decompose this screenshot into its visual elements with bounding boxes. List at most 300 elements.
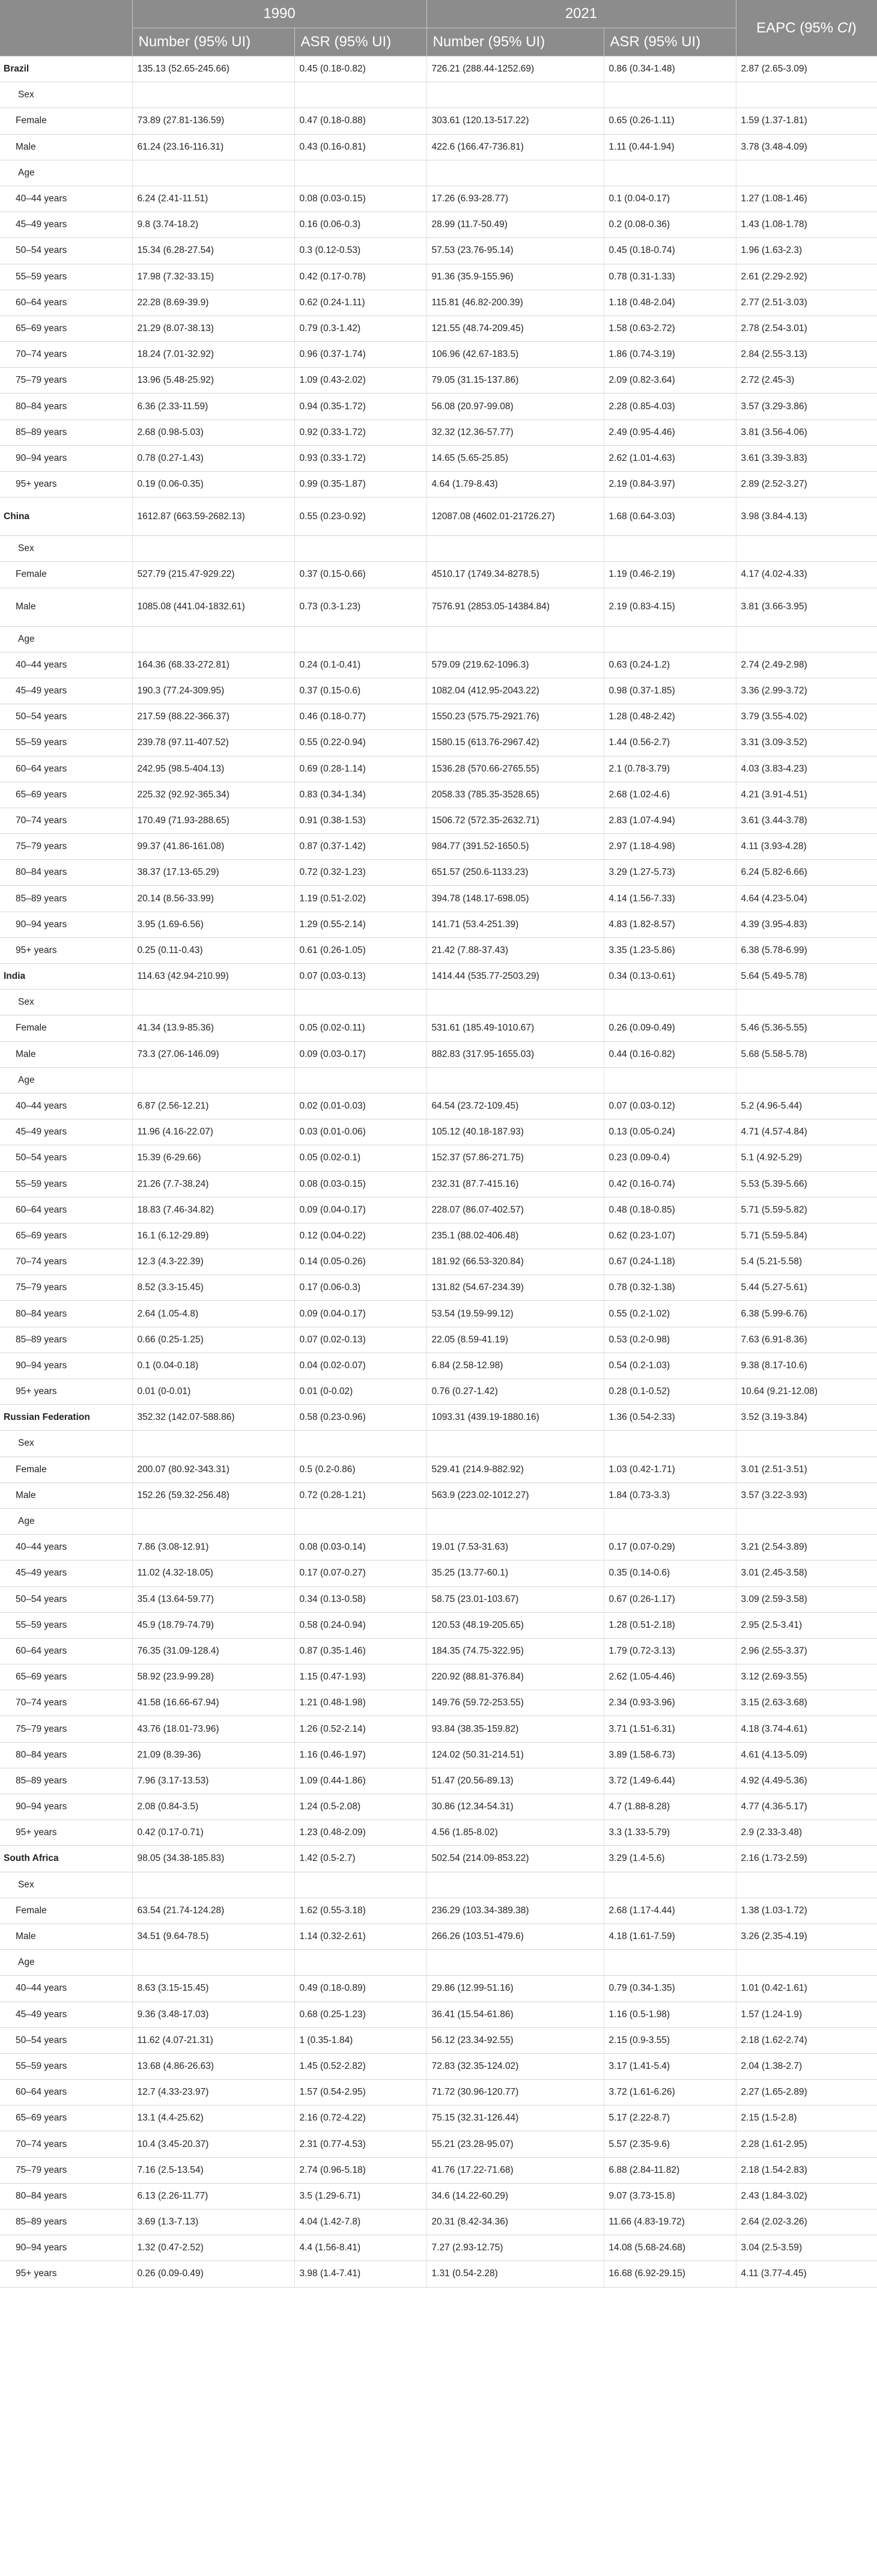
cell-a1990: 0.47 (0.18-0.88) <box>294 108 426 134</box>
empty-cell <box>604 1067 736 1093</box>
cell-eapc: 4.64 (4.23-5.04) <box>736 886 877 912</box>
cell-n2021: 6.84 (2.58-12.98) <box>426 1353 604 1378</box>
table-row <box>0 108 877 134</box>
row-label: 75–79 years <box>0 834 132 860</box>
cell-n1990: 98.05 (34.38-185.83) <box>132 1846 294 1872</box>
cell-a1990: 0.05 (0.02-0.11) <box>294 1015 426 1041</box>
cell-n1990: 527.79 (215.47-929.22) <box>132 562 294 588</box>
empty-cell <box>604 1508 736 1534</box>
section-row <box>0 160 877 186</box>
row-label: 45–49 years <box>0 678 132 704</box>
cell-a1990: 0.43 (0.16-0.81) <box>294 134 426 160</box>
cell-a1990: 0.92 (0.33-1.72) <box>294 419 426 445</box>
cell-a1990: 0.96 (0.37-1.74) <box>294 342 426 368</box>
table-row <box>0 1535 877 1561</box>
table-row <box>0 1301 877 1327</box>
empty-cell <box>604 990 736 1015</box>
row-label: 75–79 years <box>0 2157 132 2183</box>
cell-eapc: 1.01 (0.42-1.61) <box>736 1976 877 2002</box>
cell-eapc: 1.27 (1.08-1.46) <box>736 186 877 212</box>
cell-n2021: 36.41 (15.54-61.86) <box>426 2002 604 2027</box>
cell-n1990: 20.14 (8.56-33.99) <box>132 886 294 912</box>
row-label: 80–84 years <box>0 394 132 419</box>
section-row <box>0 536 877 562</box>
cell-n2021: 1580.15 (613.76-2967.42) <box>426 730 604 756</box>
cell-n2021: 181.92 (66.53-320.84) <box>426 1249 604 1275</box>
table-row <box>0 2261 877 2287</box>
cell-a1990: 1.24 (0.5-2.08) <box>294 1794 426 1820</box>
empty-cell <box>736 1508 877 1534</box>
cell-n1990: 10.4 (3.45-20.37) <box>132 2131 294 2157</box>
cell-n1990: 73.89 (27.81-136.59) <box>132 108 294 134</box>
cell-a2021: 11.66 (4.83-19.72) <box>604 2209 736 2235</box>
cell-eapc: 2.43 (1.84-3.02) <box>736 2183 877 2209</box>
cell-n2021: 4510.17 (1749.34-8278.5) <box>426 562 604 588</box>
cell-eapc: 2.28 (1.61-2.95) <box>736 2131 877 2157</box>
cell-a1990: 0.37 (0.15-0.6) <box>294 678 426 704</box>
cell-n1990: 11.02 (4.32-18.05) <box>132 1561 294 1586</box>
cell-n2021: 394.78 (148.17-698.05) <box>426 886 604 912</box>
cell-a1990: 0.07 (0.02-0.13) <box>294 1327 426 1353</box>
cell-eapc: 2.96 (2.55-3.37) <box>736 1638 877 1664</box>
row-label: 65–69 years <box>0 2106 132 2131</box>
table-row <box>0 1976 877 2002</box>
empty-cell <box>294 990 426 1015</box>
row-label: 45–49 years <box>0 1561 132 1586</box>
cell-n2021: 91.36 (35.9-155.96) <box>426 264 604 290</box>
cell-n2021: 56.08 (20.97-99.08) <box>426 394 604 419</box>
cell-n1990: 1085.08 (441.04-1832.61) <box>132 588 294 626</box>
cell-a2021: 2.15 (0.9-3.55) <box>604 2027 736 2053</box>
cell-n2021: 422.6 (166.47-736.81) <box>426 134 604 160</box>
country-name: Russian Federation <box>0 1405 132 1431</box>
cell-n1990: 18.83 (7.46-34.82) <box>132 1197 294 1223</box>
row-label: 70–74 years <box>0 808 132 833</box>
section-row <box>0 82 877 108</box>
row-label: 40–44 years <box>0 1976 132 2002</box>
row-label: 60–64 years <box>0 1638 132 1664</box>
cell-a2021: 2.34 (0.93-3.96) <box>604 1690 736 1716</box>
cell-eapc: 2.87 (2.65-3.09) <box>736 56 877 82</box>
cell-a2021: 1.58 (0.63-2.72) <box>604 315 736 341</box>
cell-n2021: 152.37 (57.86-271.75) <box>426 1145 604 1171</box>
cell-eapc: 3.61 (3.44-3.78) <box>736 808 877 833</box>
cell-a2021: 2.62 (1.01-4.63) <box>604 445 736 471</box>
cell-n1990: 225.32 (92.92-365.34) <box>132 782 294 808</box>
empty-cell <box>604 1950 736 1976</box>
row-label: 55–59 years <box>0 264 132 290</box>
cell-n2021: 17.26 (6.93-28.77) <box>426 186 604 212</box>
cell-eapc: 2.18 (1.54-2.83) <box>736 2157 877 2183</box>
cell-n2021: 235.1 (88.02-406.48) <box>426 1223 604 1249</box>
table-row <box>0 1275 877 1301</box>
cell-a1990: 1.15 (0.47-1.93) <box>294 1664 426 1690</box>
empty-cell <box>736 160 877 186</box>
row-label: Female <box>0 1898 132 1923</box>
table-row <box>0 1223 877 1249</box>
cell-a1990: 1.45 (0.52-2.82) <box>294 2053 426 2079</box>
header-year-1990: 1990 <box>132 0 426 28</box>
cell-eapc: 1.57 (1.24-1.9) <box>736 2002 877 2027</box>
cell-n2021: 35.25 (13.77-60.1) <box>426 1561 604 1586</box>
cell-a2021: 5.17 (2.22-8.7) <box>604 2106 736 2131</box>
row-label: 60–64 years <box>0 756 132 782</box>
row-label: 60–64 years <box>0 1197 132 1223</box>
empty-cell <box>294 1872 426 1898</box>
cell-n2021: 266.26 (103.51-479.6) <box>426 1923 604 1949</box>
table-row <box>0 445 877 471</box>
empty-cell <box>604 536 736 562</box>
cell-eapc: 2.64 (2.02-3.26) <box>736 2209 877 2235</box>
cell-a1990: 0.02 (0.01-0.03) <box>294 1093 426 1119</box>
cell-n2021: 651.57 (250.6-1133.23) <box>426 860 604 886</box>
cell-a1990: 0.93 (0.33-1.72) <box>294 445 426 471</box>
cell-n2021: 2058.33 (785.35-3528.65) <box>426 782 604 808</box>
cell-eapc: 3.09 (2.59-3.58) <box>736 1586 877 1612</box>
cell-a1990: 0.68 (0.25-1.23) <box>294 2002 426 2027</box>
cell-a1990: 2.16 (0.72-4.22) <box>294 2106 426 2131</box>
table-row <box>0 2157 877 2183</box>
table-row <box>0 2235 877 2261</box>
row-label: 75–79 years <box>0 1716 132 1742</box>
table-row <box>0 588 877 626</box>
cell-eapc: 3.78 (3.48-4.09) <box>736 134 877 160</box>
row-label: 55–59 years <box>0 2053 132 2079</box>
cell-eapc: 3.52 (3.19-3.84) <box>736 1405 877 1431</box>
cell-n2021: 303.61 (120.13-517.22) <box>426 108 604 134</box>
cell-a1990: 2.31 (0.77-4.53) <box>294 2131 426 2157</box>
table-row <box>0 2002 877 2027</box>
empty-cell <box>604 82 736 108</box>
cell-n1990: 15.34 (6.28-27.54) <box>132 238 294 264</box>
cell-n2021: 7.27 (2.93-12.75) <box>426 2235 604 2261</box>
cell-n1990: 13.68 (4.86-26.63) <box>132 2053 294 2079</box>
table-row <box>0 1716 877 1742</box>
cell-a1990: 3.5 (1.29-6.71) <box>294 2183 426 2209</box>
empty-cell <box>132 1431 294 1457</box>
cell-a2021: 3.3 (1.33-5.79) <box>604 1820 736 1846</box>
empty-cell <box>132 1872 294 1898</box>
cell-a2021: 2.97 (1.18-4.98) <box>604 834 736 860</box>
cell-n1990: 352.32 (142.07-588.86) <box>132 1405 294 1431</box>
row-label: 50–54 years <box>0 2027 132 2053</box>
section-label: Age <box>0 1950 132 1976</box>
cell-a1990: 1.29 (0.55-2.14) <box>294 912 426 937</box>
table-row <box>0 1171 877 1197</box>
row-label: 65–69 years <box>0 315 132 341</box>
cell-eapc: 3.79 (3.55-4.02) <box>736 704 877 730</box>
cell-eapc: 9.38 (8.17-10.6) <box>736 1353 877 1378</box>
cell-n1990: 21.26 (7.7-38.24) <box>132 1171 294 1197</box>
cell-a2021: 2.19 (0.84-3.97) <box>604 472 736 498</box>
row-label: 85–89 years <box>0 886 132 912</box>
cell-n1990: 2.68 (0.98-5.03) <box>132 419 294 445</box>
row-label: 80–84 years <box>0 2183 132 2209</box>
row-label: 85–89 years <box>0 419 132 445</box>
table-row <box>0 290 877 315</box>
table-row <box>0 1638 877 1664</box>
cell-a2021: 2.49 (0.95-4.46) <box>604 419 736 445</box>
cell-n2021: 105.12 (40.18-187.93) <box>426 1119 604 1145</box>
cell-n2021: 1082.04 (412.95-2043.22) <box>426 678 604 704</box>
cell-a1990: 0.05 (0.02-0.1) <box>294 1145 426 1171</box>
row-label: 95+ years <box>0 472 132 498</box>
table-row <box>0 315 877 341</box>
cell-a2021: 2.09 (0.82-3.64) <box>604 368 736 394</box>
cell-n2021: 106.96 (42.67-183.5) <box>426 342 604 368</box>
row-label: 70–74 years <box>0 2131 132 2157</box>
table-row <box>0 562 877 588</box>
table-row <box>0 730 877 756</box>
cell-n1990: 15.39 (6-29.66) <box>132 1145 294 1171</box>
cell-a1990: 0.49 (0.18-0.89) <box>294 1976 426 2002</box>
empty-cell <box>132 1950 294 1976</box>
empty-cell <box>426 536 604 562</box>
row-label: 75–79 years <box>0 1275 132 1301</box>
table-row <box>0 1093 877 1119</box>
cell-a1990: 0.87 (0.35-1.46) <box>294 1638 426 1664</box>
cell-a2021: 4.7 (1.88-8.28) <box>604 1794 736 1820</box>
row-label: 55–59 years <box>0 1171 132 1197</box>
cell-n2021: 4.56 (1.85-8.02) <box>426 1820 604 1846</box>
cell-n1990: 9.8 (3.74-18.2) <box>132 212 294 238</box>
cell-n2021: 115.81 (46.82-200.39) <box>426 290 604 315</box>
table-row <box>0 782 877 808</box>
cell-a1990: 0.08 (0.03-0.15) <box>294 186 426 212</box>
cell-n2021: 55.21 (23.28-95.07) <box>426 2131 604 2157</box>
cell-n1990: 9.36 (3.48-17.03) <box>132 2002 294 2027</box>
cell-eapc: 1.43 (1.08-1.78) <box>736 212 877 238</box>
table-row <box>0 264 877 290</box>
row-label: 40–44 years <box>0 1535 132 1561</box>
cell-n2021: 64.54 (23.72-109.45) <box>426 1093 604 1119</box>
cell-a2021: 4.18 (1.61-7.59) <box>604 1923 736 1949</box>
cell-a1990: 4.04 (1.42-7.8) <box>294 2209 426 2235</box>
row-label: 70–74 years <box>0 1690 132 1716</box>
cell-n2021: 19.01 (7.53-31.63) <box>426 1535 604 1561</box>
cell-a2021: 3.89 (1.58-6.73) <box>604 1742 736 1768</box>
cell-n1990: 7.86 (3.08-12.91) <box>132 1535 294 1561</box>
row-label: 90–94 years <box>0 1353 132 1378</box>
cell-n2021: 882.83 (317.95-1655.03) <box>426 1041 604 1067</box>
cell-a2021: 1.68 (0.64-3.03) <box>604 498 736 536</box>
cell-a2021: 0.07 (0.03-0.12) <box>604 1093 736 1119</box>
cell-a2021: 0.78 (0.32-1.38) <box>604 1275 736 1301</box>
cell-a1990: 1.57 (0.54-2.95) <box>294 2080 426 2106</box>
cell-n2021: 29.86 (12.99-51.16) <box>426 1976 604 2002</box>
cell-a1990: 0.62 (0.24-1.11) <box>294 290 426 315</box>
cell-a2021: 1.44 (0.56-2.7) <box>604 730 736 756</box>
cell-a1990: 0.09 (0.04-0.17) <box>294 1197 426 1223</box>
cell-a1990: 0.03 (0.01-0.06) <box>294 1119 426 1145</box>
cell-a1990: 1.26 (0.52-2.14) <box>294 1716 426 1742</box>
cell-eapc: 5.71 (5.59-5.82) <box>736 1197 877 1223</box>
table-row <box>0 1041 877 1067</box>
header-blank <box>0 0 132 56</box>
section-row <box>0 1872 877 1898</box>
empty-cell <box>426 1950 604 1976</box>
cell-n1990: 7.16 (2.5-13.54) <box>132 2157 294 2183</box>
cell-n1990: 170.49 (71.93-288.65) <box>132 808 294 833</box>
cell-eapc: 3.01 (2.45-3.58) <box>736 1561 877 1586</box>
row-label: 50–54 years <box>0 1145 132 1171</box>
cell-a2021: 0.13 (0.05-0.24) <box>604 1119 736 1145</box>
cell-n2021: 228.07 (86.07-402.57) <box>426 1197 604 1223</box>
cell-a2021: 1.03 (0.42-1.71) <box>604 1457 736 1482</box>
cell-eapc: 5.2 (4.96-5.44) <box>736 1093 877 1119</box>
row-label: 45–49 years <box>0 212 132 238</box>
table-row <box>0 860 877 886</box>
cell-n1990: 38.37 (17.13-65.29) <box>132 860 294 886</box>
cell-eapc: 6.38 (5.99-6.76) <box>736 1301 877 1327</box>
cell-n1990: 58.92 (23.9-99.28) <box>132 1664 294 1690</box>
cell-a1990: 0.24 (0.1-0.41) <box>294 652 426 678</box>
cell-n2021: 1.31 (0.54-2.28) <box>426 2261 604 2287</box>
header-asr-1990: ASR (95% UI) <box>294 28 426 56</box>
cell-a2021: 16.68 (6.92-29.15) <box>604 2261 736 2287</box>
cell-a2021: 0.28 (0.1-0.52) <box>604 1379 736 1405</box>
cell-eapc: 2.95 (2.5-3.41) <box>736 1612 877 1638</box>
empty-cell <box>426 82 604 108</box>
cell-eapc: 4.71 (4.57-4.84) <box>736 1119 877 1145</box>
row-label: 55–59 years <box>0 1612 132 1638</box>
row-label: 90–94 years <box>0 1794 132 1820</box>
empty-cell <box>132 1508 294 1534</box>
cell-n1990: 41.58 (16.66-67.94) <box>132 1690 294 1716</box>
cell-n1990: 21.09 (8.39-36) <box>132 1742 294 1768</box>
cell-a1990: 0.58 (0.24-0.94) <box>294 1612 426 1638</box>
cell-a2021: 0.2 (0.08-0.36) <box>604 212 736 238</box>
row-label: 55–59 years <box>0 730 132 756</box>
table-header <box>0 0 877 56</box>
table-row <box>0 1898 877 1923</box>
cell-eapc: 3.12 (2.69-3.55) <box>736 1664 877 1690</box>
cell-eapc: 2.77 (2.51-3.03) <box>736 290 877 315</box>
cell-n2021: 34.6 (14.22-60.29) <box>426 2183 604 2209</box>
table-row <box>0 1664 877 1690</box>
cell-a1990: 0.46 (0.18-0.77) <box>294 704 426 730</box>
cell-a1990: 0.14 (0.05-0.26) <box>294 1249 426 1275</box>
cell-a2021: 2.1 (0.78-3.79) <box>604 756 736 782</box>
cell-a2021: 0.45 (0.18-0.74) <box>604 238 736 264</box>
cell-n1990: 99.37 (41.86-161.08) <box>132 834 294 860</box>
cell-eapc: 2.15 (1.5-2.8) <box>736 2106 877 2131</box>
cell-eapc: 2.78 (2.54-3.01) <box>736 315 877 341</box>
cell-eapc: 1.96 (1.63-2.3) <box>736 238 877 264</box>
empty-cell <box>132 1067 294 1093</box>
row-label: 95+ years <box>0 937 132 963</box>
section-row <box>0 1950 877 1976</box>
row-label: 65–69 years <box>0 782 132 808</box>
cell-a2021: 0.63 (0.24-1.2) <box>604 652 736 678</box>
cell-eapc: 2.16 (1.73-2.59) <box>736 1846 877 1872</box>
table-row <box>0 134 877 160</box>
cell-eapc: 5.71 (5.59-5.84) <box>736 1223 877 1249</box>
cell-a2021: 0.35 (0.14-0.6) <box>604 1561 736 1586</box>
cell-a1990: 0.94 (0.35-1.72) <box>294 394 426 419</box>
cell-n2021: 14.65 (5.65-25.85) <box>426 445 604 471</box>
cell-a2021: 0.67 (0.26-1.17) <box>604 1586 736 1612</box>
cell-n2021: 1414.44 (535.77-2503.29) <box>426 964 604 990</box>
cell-a1990: 0.16 (0.06-0.3) <box>294 212 426 238</box>
row-label: 60–64 years <box>0 2080 132 2106</box>
cell-n2021: 232.31 (87.7-415.16) <box>426 1171 604 1197</box>
section-label: Age <box>0 1067 132 1093</box>
empty-cell <box>294 1950 426 1976</box>
row-label: 95+ years <box>0 1820 132 1846</box>
cell-eapc: 2.9 (2.33-3.48) <box>736 1820 877 1846</box>
table-row <box>0 1457 877 1482</box>
empty-cell <box>294 82 426 108</box>
cell-a1990: 0.58 (0.23-0.96) <box>294 1405 426 1431</box>
cell-n2021: 93.84 (38.35-159.82) <box>426 1716 604 1742</box>
cell-a2021: 0.55 (0.2-1.02) <box>604 1301 736 1327</box>
table-row <box>0 1015 877 1041</box>
cell-n1990: 0.26 (0.09-0.49) <box>132 2261 294 2287</box>
cell-n2021: 58.75 (23.01-103.67) <box>426 1586 604 1612</box>
row-label: 85–89 years <box>0 1768 132 1794</box>
cell-n1990: 11.96 (4.16-22.07) <box>132 1119 294 1145</box>
cell-eapc: 3.36 (2.99-3.72) <box>736 678 877 704</box>
table-row <box>0 678 877 704</box>
cell-eapc: 2.04 (1.38-2.7) <box>736 2053 877 2079</box>
cell-n1990: 35.4 (13.64-59.77) <box>132 1586 294 1612</box>
table-row <box>0 368 877 394</box>
cell-a2021: 0.67 (0.24-1.18) <box>604 1249 736 1275</box>
cell-n1990: 17.98 (7.32-33.15) <box>132 264 294 290</box>
table-row <box>0 2106 877 2131</box>
cell-a1990: 0.73 (0.3-1.23) <box>294 588 426 626</box>
section-label: Sex <box>0 1431 132 1457</box>
country-row <box>0 498 877 536</box>
cell-n2021: 1506.72 (572.35-2632.71) <box>426 808 604 833</box>
cell-n1990: 6.13 (2.26-11.77) <box>132 2183 294 2209</box>
table-row <box>0 2131 877 2157</box>
country-name: Brazil <box>0 56 132 82</box>
cell-a1990: 1.42 (0.5-2.7) <box>294 1846 426 1872</box>
cell-a2021: 1.36 (0.54-2.33) <box>604 1405 736 1431</box>
table-row <box>0 1327 877 1353</box>
cell-eapc: 2.61 (2.29-2.92) <box>736 264 877 290</box>
cell-eapc: 3.01 (2.51-3.51) <box>736 1457 877 1482</box>
cell-eapc: 5.68 (5.58-5.78) <box>736 1041 877 1067</box>
row-label: 95+ years <box>0 2261 132 2287</box>
table-row <box>0 1820 877 1846</box>
row-label: Female <box>0 108 132 134</box>
cell-n2021: 726.21 (288.44-1252.69) <box>426 56 604 82</box>
table-row <box>0 2053 877 2079</box>
cell-a1990: 0.79 (0.3-1.42) <box>294 315 426 341</box>
empty-cell <box>132 82 294 108</box>
cell-eapc: 2.89 (2.52-3.27) <box>736 472 877 498</box>
cell-a2021: 2.28 (0.85-4.03) <box>604 394 736 419</box>
section-row <box>0 626 877 652</box>
cell-n2021: 563.9 (223.02-1012.27) <box>426 1482 604 1508</box>
cell-a2021: 1.11 (0.44-1.94) <box>604 134 736 160</box>
cell-n2021: 0.76 (0.27-1.42) <box>426 1379 604 1405</box>
cell-a2021: 0.86 (0.34-1.48) <box>604 56 736 82</box>
cell-a2021: 0.42 (0.16-0.74) <box>604 1171 736 1197</box>
table-row <box>0 472 877 498</box>
cell-eapc: 3.57 (3.22-3.93) <box>736 1482 877 1508</box>
cell-a1990: 0.83 (0.34-1.34) <box>294 782 426 808</box>
table-row <box>0 1145 877 1171</box>
row-label: 90–94 years <box>0 2235 132 2261</box>
table-row <box>0 1197 877 1223</box>
table-row <box>0 1690 877 1716</box>
empty-cell <box>426 1508 604 1534</box>
table-row <box>0 212 877 238</box>
